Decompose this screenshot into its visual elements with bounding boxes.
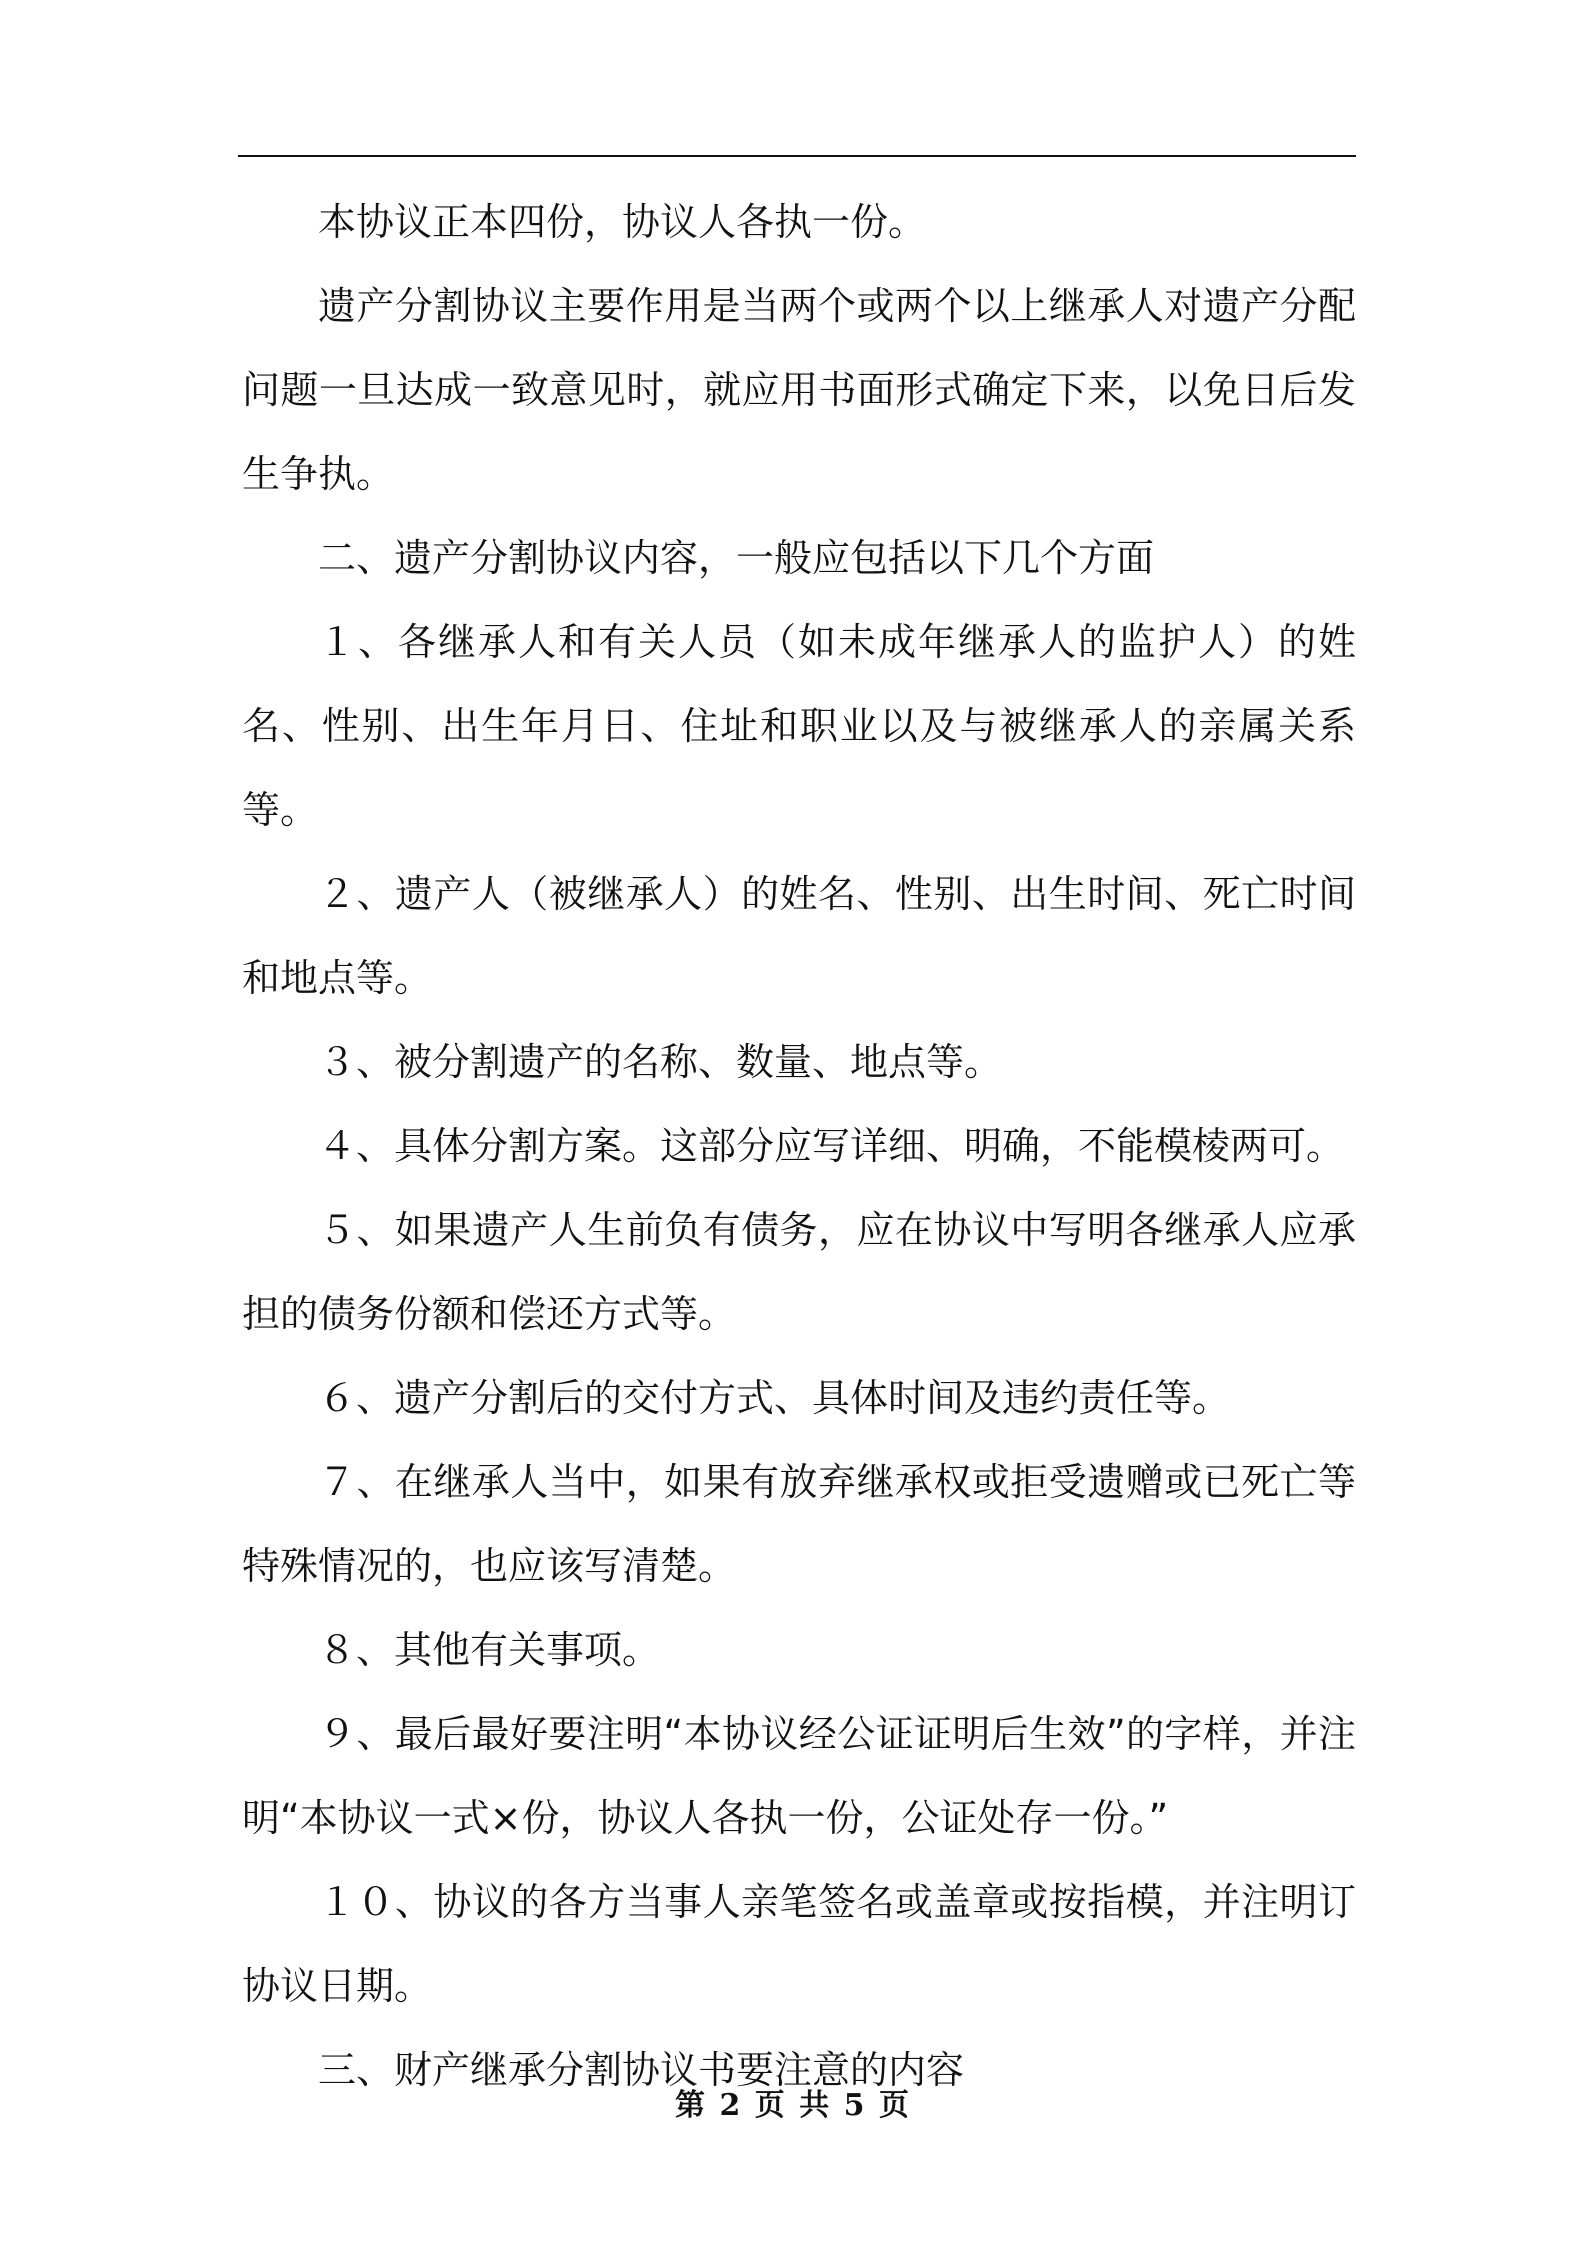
list-item: ５、如果遗产人生前负有债务，应在协议中写明各继承人应承担的债务份额和偿还方式等。 bbox=[242, 1208, 1356, 1336]
header-rule bbox=[238, 155, 1356, 157]
document-body bbox=[242, 180, 1356, 2112]
list-item: １０、协议的各方当事人亲笔签名或盖章或按指模，并注明订协议日期。 bbox=[242, 1880, 1356, 2008]
section-heading: 二、遗产分割协议内容，一般应包括以下几个方面 bbox=[318, 536, 1155, 580]
list-item: ９、最后最好要注明“本协议经公证证明后生效”的字样，并注明“本协议一式×份，协议人各执一份，公证处存一份。” bbox=[242, 1712, 1356, 1840]
list-item: １、各继承人和有关人员（如未成年继承人的监护人）的姓名、性别、出生年月日、住址和职业以及与被继承人的亲属关系等。 bbox=[242, 620, 1356, 832]
list-item: ３、被分割遗产的名称、数量、地点等。 bbox=[318, 1040, 1003, 1084]
list-item: ６、遗产分割后的交付方式、具体时间及违约责任等。 bbox=[318, 1376, 1231, 1420]
list-item: ７、在继承人当中，如果有放弃继承权或拒受遗赠或已死亡等特殊情况的，也应该写清楚。 bbox=[242, 1460, 1356, 1588]
page-number-footer: 第 2 页 共 5 页 bbox=[675, 2088, 911, 2123]
paragraph: 本协议正本四份，协议人各执一份。 bbox=[318, 200, 927, 244]
section-heading: 三、财产继承分割协议书要注意的内容 bbox=[318, 2048, 965, 2092]
paragraph: 遗产分割协议主要作用是当两个或两个以上继承人对遗产分配问题一旦达成一致意见时，就应用书面形式确定下来，以免日后发生争执。 bbox=[242, 284, 1356, 496]
list-item: ２、遗产人（被继承人）的姓名、性别、出生时间、死亡时间和地点等。 bbox=[242, 872, 1356, 1000]
list-item: ４、具体分割方案。这部分应写详细、明确，不能模棱两可。 bbox=[318, 1124, 1345, 1168]
list-item: ８、其他有关事项。 bbox=[318, 1628, 661, 1672]
